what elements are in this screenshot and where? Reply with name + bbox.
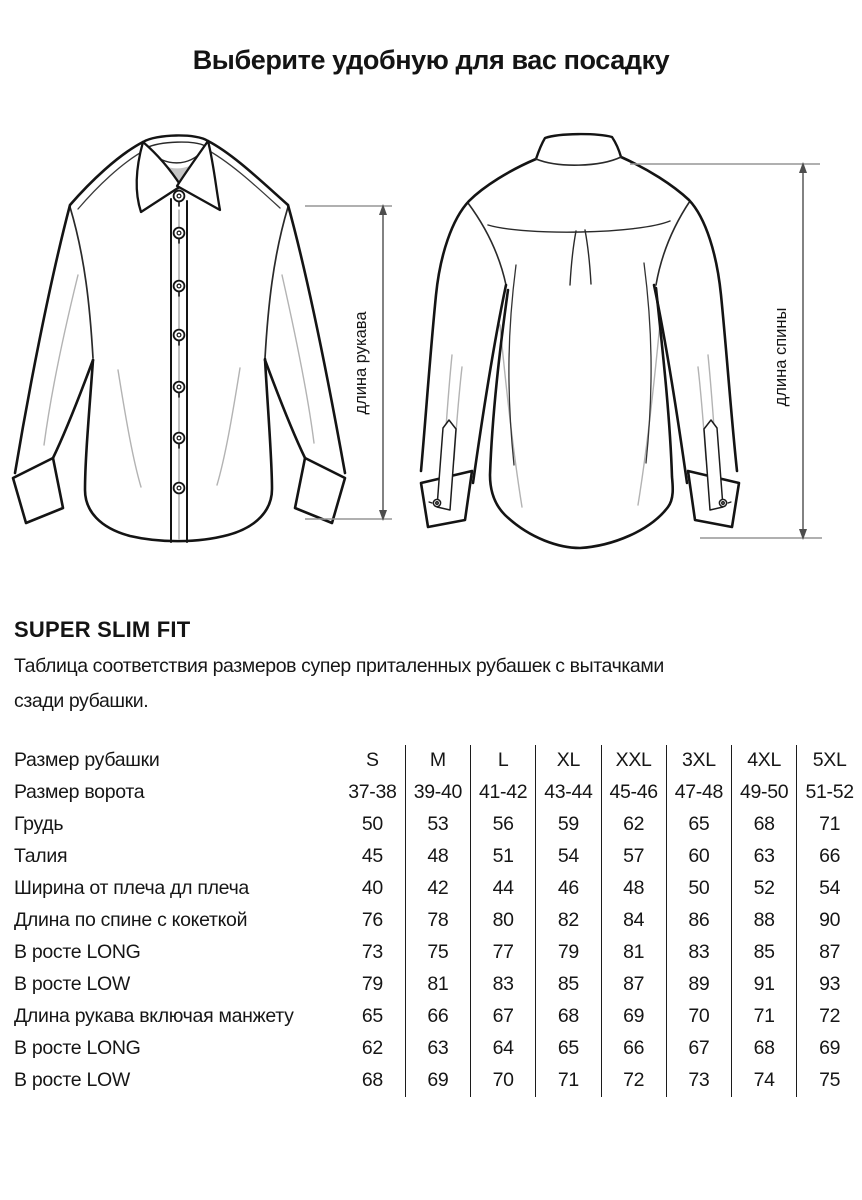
size-table (14, 745, 862, 1097)
table-cell: 49-50 (732, 777, 797, 809)
table-row (14, 841, 862, 873)
table-cell: 79 (361, 973, 383, 996)
table-cell: 43-44 (536, 777, 601, 809)
table-cell: 88 (732, 905, 797, 937)
table-cell: 44 (471, 873, 536, 905)
shirt-diagrams (0, 115, 862, 585)
sleeve-placket (437, 420, 456, 510)
row-label: Ширина от плеча дл плеча (14, 877, 249, 900)
table-cell: 68 (732, 809, 797, 841)
front-buttons (174, 191, 185, 494)
back-armhole-seams (468, 201, 690, 285)
row-label: Длина рукава включая манжету (14, 1005, 294, 1028)
button-icon (174, 330, 185, 345)
table-cell: 75 (405, 937, 470, 969)
shirt-front-drawing (13, 136, 345, 543)
table-cell: 75 (797, 1065, 862, 1097)
table-cell: 73 (666, 1065, 731, 1097)
table-cell: 79 (536, 937, 601, 969)
table-row (14, 1065, 862, 1097)
table-cell: 89 (666, 969, 731, 1001)
table-cell: 56 (471, 809, 536, 841)
table-row (14, 1001, 862, 1033)
table-cell: 46 (536, 873, 601, 905)
row-label: Размер ворота (14, 781, 145, 804)
table-cell: 70 (666, 1001, 731, 1033)
table-cell: 77 (471, 937, 536, 969)
table-cell: 59 (536, 809, 601, 841)
table-row (14, 905, 862, 937)
table-cell: 5XL (797, 745, 862, 777)
table-cell: 51-52 (797, 777, 862, 809)
table-cell: 82 (536, 905, 601, 937)
row-label: В росте LOW (14, 973, 130, 996)
back-length-label: длина спины (772, 308, 790, 407)
table-cell: 45-46 (601, 777, 666, 809)
table-cell: 72 (797, 1001, 862, 1033)
row-label: Талия (14, 845, 68, 868)
table-cell: 86 (666, 905, 731, 937)
table-cell: 63 (732, 841, 797, 873)
table-cell: S (366, 749, 379, 772)
back-outline (421, 157, 739, 548)
table-row (14, 937, 862, 969)
table-cell: 74 (732, 1065, 797, 1097)
table-cell: 65 (361, 1005, 383, 1028)
table-cell: 50 (361, 813, 383, 836)
table-cell: L (471, 745, 536, 777)
table-cell: 87 (601, 969, 666, 1001)
row-label: Грудь (14, 813, 64, 836)
row-label: Размер рубашки (14, 749, 160, 772)
table-cell: 66 (797, 841, 862, 873)
table-cell: XL (536, 745, 601, 777)
table-cell: 51 (471, 841, 536, 873)
table-cell: XXL (601, 745, 666, 777)
table-cell: 65 (666, 809, 731, 841)
table-cell: M (405, 745, 470, 777)
shirt-diagram-svg (0, 115, 862, 585)
table-cell: 4XL (732, 745, 797, 777)
table-cell: 48 (405, 841, 470, 873)
table-cell: 71 (797, 809, 862, 841)
table-cell: 47-48 (666, 777, 731, 809)
table-cell: 66 (601, 1033, 666, 1065)
table-cell: 83 (666, 937, 731, 969)
table-cell: 70 (471, 1065, 536, 1097)
table-cell: 66 (405, 1001, 470, 1033)
table-cell: 76 (361, 909, 383, 932)
table-cell: 40 (361, 877, 383, 900)
row-label: Длина по спине с кокеткой (14, 909, 248, 932)
button-icon (429, 500, 441, 507)
table-cell: 85 (732, 937, 797, 969)
table-cell: 83 (471, 969, 536, 1001)
table-cell: 69 (405, 1065, 470, 1097)
table-row (14, 745, 862, 777)
row-label: В росте LOW (14, 1069, 130, 1092)
table-cell: 41-42 (471, 777, 536, 809)
table-cell: 71 (732, 1001, 797, 1033)
table-cell: 37-38 (348, 781, 397, 804)
button-icon (174, 382, 185, 397)
table-row (14, 777, 862, 809)
table-cell: 64 (471, 1033, 536, 1065)
front-dimension-sleeve-length (305, 204, 392, 521)
table-cell: 3XL (666, 745, 731, 777)
table-cell: 93 (797, 969, 862, 1001)
table-cell: 68 (536, 1001, 601, 1033)
row-label: В росте LONG (14, 941, 141, 964)
table-cell: 67 (471, 1001, 536, 1033)
table-cell: 52 (732, 873, 797, 905)
table-cell: 42 (405, 873, 470, 905)
back-darts (509, 263, 651, 465)
table-cell: 62 (601, 809, 666, 841)
table-cell: 67 (666, 1033, 731, 1065)
button-icon (174, 483, 185, 494)
button-icon (174, 433, 185, 448)
table-row (14, 873, 862, 905)
back-collar (536, 135, 621, 166)
button-icon (719, 500, 731, 507)
table-cell: 69 (601, 1001, 666, 1033)
row-label: В росте LONG (14, 1037, 141, 1060)
sleeve-length-label: длина рукава (352, 311, 370, 415)
table-cell: 57 (601, 841, 666, 873)
table-cell: 65 (536, 1033, 601, 1065)
table-cell: 39-40 (405, 777, 470, 809)
table-row (14, 1033, 862, 1065)
table-cell: 48 (601, 873, 666, 905)
back-crease-lines (444, 323, 716, 507)
table-cell: 63 (405, 1033, 470, 1065)
table-cell: 68 (361, 1069, 383, 1092)
sleeve-placket (704, 420, 723, 510)
button-icon (174, 228, 185, 243)
shirt-back-drawing (421, 135, 739, 549)
table-cell: 84 (601, 905, 666, 937)
table-cell: 87 (797, 937, 862, 969)
fit-description: Таблица соответствия размеров супер приталенных рубашек с вытачками сзади рубашки. (14, 654, 664, 712)
table-cell: 90 (797, 905, 862, 937)
button-icon (174, 191, 185, 206)
table-cell: 80 (471, 905, 536, 937)
table-cell: 85 (536, 969, 601, 1001)
table-cell: 62 (361, 1037, 383, 1060)
table-cell: 54 (536, 841, 601, 873)
table-cell: 71 (536, 1065, 601, 1097)
table-cell: 68 (732, 1033, 797, 1065)
table-cell: 69 (797, 1033, 862, 1065)
table-cell: 50 (666, 873, 731, 905)
size-table-body (14, 745, 862, 1097)
table-row (14, 809, 862, 841)
table-cell: 53 (405, 809, 470, 841)
table-cell: 91 (732, 969, 797, 1001)
table-cell: 60 (666, 841, 731, 873)
table-cell: 45 (361, 845, 383, 868)
table-cell: 78 (405, 905, 470, 937)
table-cell: 81 (405, 969, 470, 1001)
table-cell: 81 (601, 937, 666, 969)
button-icon (174, 281, 185, 296)
fit-heading: SUPER SLIM FIT (14, 617, 191, 643)
page-title: Выберите удобную для вас посадку (192, 45, 670, 75)
table-cell: 72 (601, 1065, 666, 1097)
table-cell: 73 (361, 941, 383, 964)
table-cell: 54 (797, 873, 862, 905)
table-row (14, 969, 862, 1001)
